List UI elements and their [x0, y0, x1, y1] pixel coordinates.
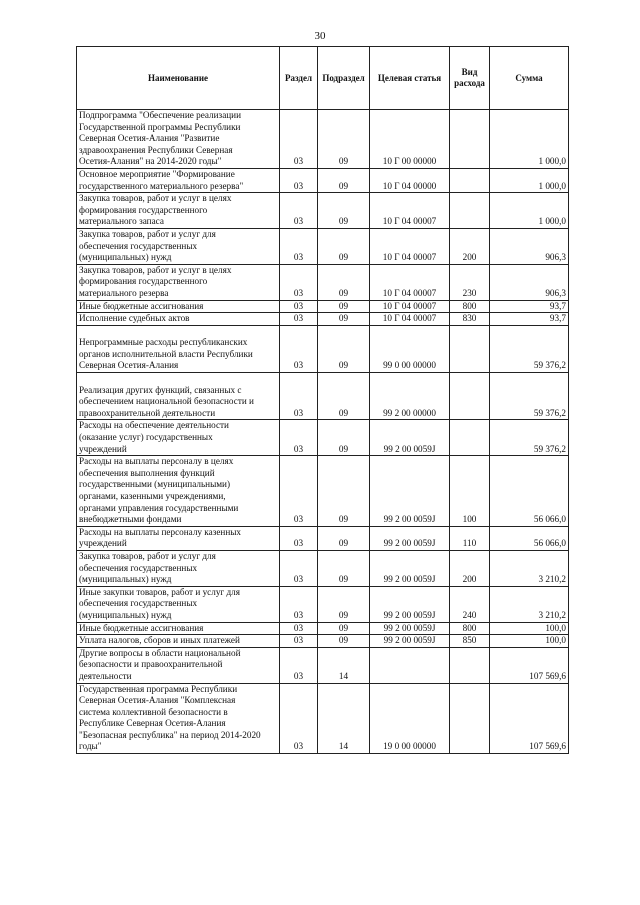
cell-razdel: 03 [280, 313, 318, 326]
cell-name: Расходы на выплаты персоналу в целях обеспечения выполнения функций государственными (муниципальными) органами, казенными учреждениями, органами управления государственными внебюджетными фондами [77, 456, 280, 527]
cell-razdel: 03 [280, 622, 318, 635]
cell-sum: 56 066,0 [490, 526, 569, 550]
cell-name: Закупка товаров, работ и услуг для обеспечения государственных (муниципальных) нужд [77, 550, 280, 586]
table-row [77, 264, 569, 300]
cell-sum: 59 376,2 [490, 420, 569, 456]
cell-razdel: 03 [280, 586, 318, 622]
cell-name: Иные закупки товаров, работ и услуг для обеспечения государственных (муниципальных) нужд [77, 586, 280, 622]
cell-target: 99 2 00 0059J [370, 420, 450, 456]
cell-name: Подпрограмма "Обеспечение реализации Государственной программы Республики Северная Осетия-Алания "Развитие здравоохранения Республики Северная Осетия-Алания" на 2014-2020 годы" [77, 110, 280, 169]
cell-vid: 200 [450, 550, 490, 586]
table-row [77, 456, 569, 527]
cell-razdel: 03 [280, 193, 318, 229]
cell-name: Уплата налогов, сборов и иных платежей [77, 635, 280, 648]
cell-podrazdel: 09 [318, 193, 370, 229]
cell-name: Исполнение судебных актов [77, 313, 280, 326]
cell-vid: 800 [450, 300, 490, 313]
cell-name: Основное мероприятие "Формирование государственного материального резерва" [77, 168, 280, 192]
table-row [77, 586, 569, 622]
cell-vid: 200 [450, 228, 490, 264]
table-row [77, 683, 569, 754]
cell-podrazdel: 09 [318, 420, 370, 456]
cell-name: Закупка товаров, работ и услуг в целях формирования государственного материального резерва [77, 264, 280, 300]
table-header-row [77, 47, 569, 110]
cell-sum: 107 569,6 [490, 683, 569, 754]
cell-target: 10 Г 04 00007 [370, 193, 450, 229]
cell-razdel: 03 [280, 420, 318, 456]
table-row [77, 622, 569, 635]
cell-podrazdel: 09 [318, 373, 370, 420]
cell-name: Непрограммные расходы республиканских органов исполнительной власти Республики Северная Осетия-Алания [77, 325, 280, 372]
table-row [77, 228, 569, 264]
cell-vid [450, 647, 490, 683]
table-row [77, 420, 569, 456]
cell-target: 99 2 00 0059J [370, 550, 450, 586]
table-row [77, 313, 569, 326]
table-row [77, 110, 569, 169]
header-name: Наименование [77, 47, 280, 110]
cell-razdel: 03 [280, 635, 318, 648]
cell-name: Другие вопросы в области национальной безопасности и правоохранительной деятельности [77, 647, 280, 683]
cell-razdel: 03 [280, 526, 318, 550]
cell-sum: 906,3 [490, 228, 569, 264]
cell-vid: 240 [450, 586, 490, 622]
cell-razdel: 03 [280, 228, 318, 264]
cell-podrazdel: 09 [318, 586, 370, 622]
cell-name: Расходы на обеспечение деятельности (оказание услуг) государственных учреждений [77, 420, 280, 456]
cell-vid [450, 168, 490, 192]
cell-podrazdel: 09 [318, 110, 370, 169]
cell-vid [450, 420, 490, 456]
cell-target: 19 0 00 00000 [370, 683, 450, 754]
table-row [77, 300, 569, 313]
cell-vid: 110 [450, 526, 490, 550]
cell-podrazdel: 14 [318, 683, 370, 754]
table-row [77, 647, 569, 683]
cell-vid [450, 325, 490, 372]
cell-sum: 56 066,0 [490, 456, 569, 527]
cell-vid [450, 683, 490, 754]
cell-podrazdel: 09 [318, 526, 370, 550]
cell-name: Закупка товаров, работ и услуг для обеспечения государственных (муниципальных) нужд [77, 228, 280, 264]
cell-razdel: 03 [280, 300, 318, 313]
cell-target: 99 2 00 0059J [370, 526, 450, 550]
cell-podrazdel: 09 [318, 456, 370, 527]
cell-sum: 100,0 [490, 635, 569, 648]
cell-name: Закупка товаров, работ и услуг в целях формирования государственного материального запаса [77, 193, 280, 229]
cell-sum: 100,0 [490, 622, 569, 635]
cell-podrazdel: 09 [318, 300, 370, 313]
cell-podrazdel: 09 [318, 325, 370, 372]
cell-sum: 906,3 [490, 264, 569, 300]
cell-target: 99 2 00 0059J [370, 586, 450, 622]
table-row [77, 325, 569, 372]
cell-sum: 93,7 [490, 313, 569, 326]
cell-podrazdel: 09 [318, 313, 370, 326]
cell-podrazdel: 09 [318, 264, 370, 300]
header-sum: Сумма [490, 47, 569, 110]
cell-vid: 100 [450, 456, 490, 527]
cell-sum: 107 569,6 [490, 647, 569, 683]
cell-vid [450, 373, 490, 420]
cell-target: 10 Г 00 00000 [370, 110, 450, 169]
table-row [77, 193, 569, 229]
cell-sum: 1 000,0 [490, 193, 569, 229]
cell-vid [450, 193, 490, 229]
cell-name: Расходы на выплаты персоналу казенных учреждений [77, 526, 280, 550]
page-number: 30 [314, 30, 326, 42]
cell-razdel: 03 [280, 550, 318, 586]
cell-name: Государственная программа Республики Северная Осетия-Алания "Комплексная система коллективной безопасности в Республике Северная Осетия-Алания "Безопасная республика" на период 2014-2020 годы" [77, 683, 280, 754]
cell-target: 99 2 00 00000 [370, 373, 450, 420]
cell-razdel: 03 [280, 264, 318, 300]
cell-target: 10 Г 04 00007 [370, 313, 450, 326]
cell-vid [450, 110, 490, 169]
cell-target: 10 Г 04 00007 [370, 300, 450, 313]
cell-sum: 93,7 [490, 300, 569, 313]
cell-target: 10 Г 04 00000 [370, 168, 450, 192]
cell-sum: 59 376,2 [490, 373, 569, 420]
cell-target: 10 Г 04 00007 [370, 264, 450, 300]
cell-razdel: 03 [280, 325, 318, 372]
cell-sum: 3 210,2 [490, 550, 569, 586]
cell-target: 10 Г 04 00007 [370, 228, 450, 264]
header-target: Целевая статья [370, 47, 450, 110]
cell-podrazdel: 09 [318, 635, 370, 648]
table-row [77, 635, 569, 648]
header-razdel: Раздел [280, 47, 318, 110]
cell-name: Иные бюджетные ассигнования [77, 300, 280, 313]
cell-podrazdel: 09 [318, 168, 370, 192]
cell-target: 99 2 00 0059J [370, 622, 450, 635]
cell-vid: 800 [450, 622, 490, 635]
cell-vid: 230 [450, 264, 490, 300]
cell-target: 99 2 00 0059J [370, 456, 450, 527]
table-row [77, 373, 569, 420]
cell-sum: 3 210,2 [490, 586, 569, 622]
budget-table [76, 46, 569, 754]
cell-target [370, 647, 450, 683]
cell-sum: 1 000,0 [490, 168, 569, 192]
cell-razdel: 03 [280, 168, 318, 192]
cell-target: 99 2 00 0059J [370, 635, 450, 648]
cell-podrazdel: 14 [318, 647, 370, 683]
cell-razdel: 03 [280, 647, 318, 683]
cell-podrazdel: 09 [318, 550, 370, 586]
cell-razdel: 03 [280, 456, 318, 527]
cell-razdel: 03 [280, 683, 318, 754]
header-vid: Вид расхода [450, 47, 490, 110]
cell-name: Реализация других функций, связанных с обеспечением национальной безопасности и правоохранительной деятельности [77, 373, 280, 420]
table-row [77, 550, 569, 586]
cell-vid: 830 [450, 313, 490, 326]
cell-podrazdel: 09 [318, 228, 370, 264]
cell-razdel: 03 [280, 373, 318, 420]
table-row [77, 526, 569, 550]
cell-vid: 850 [450, 635, 490, 648]
cell-sum: 59 376,2 [490, 325, 569, 372]
cell-podrazdel: 09 [318, 622, 370, 635]
cell-sum: 1 000,0 [490, 110, 569, 169]
cell-name: Иные бюджетные ассигнования [77, 622, 280, 635]
cell-razdel: 03 [280, 110, 318, 169]
cell-target: 99 0 00 00000 [370, 325, 450, 372]
table-row [77, 168, 569, 192]
header-podrazdel: Подраздел [318, 47, 370, 110]
table-body [77, 110, 569, 754]
